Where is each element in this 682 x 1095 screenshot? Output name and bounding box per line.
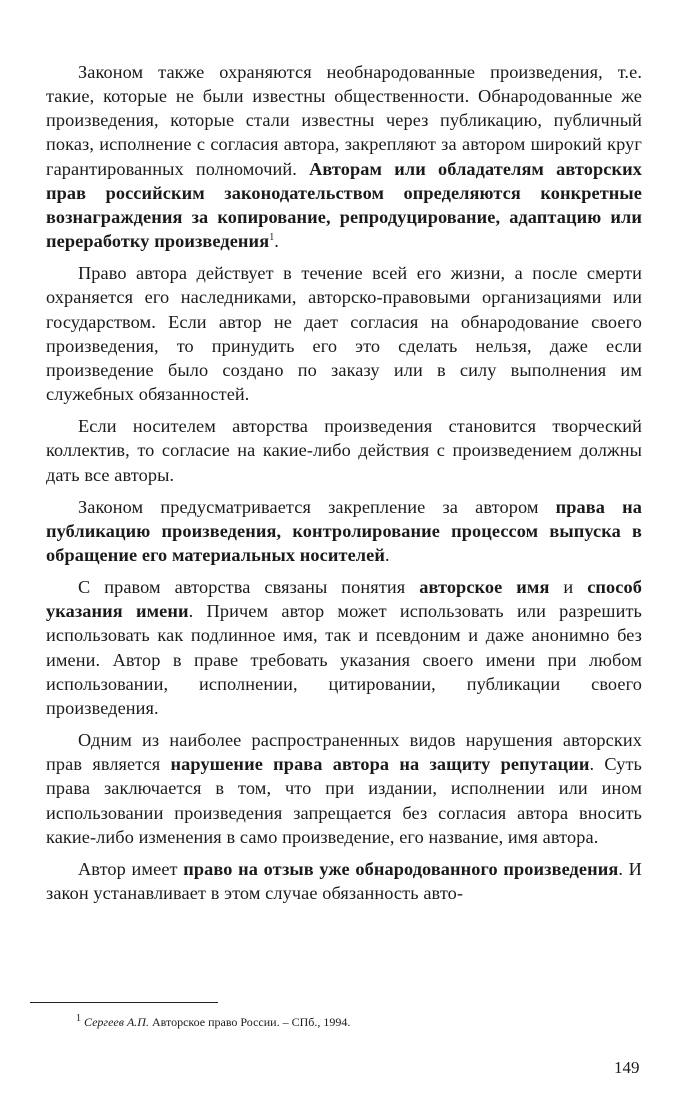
bold-text: право на отзыв уже обнародованного произведения <box>183 858 619 879</box>
text-run: Законом предусматривается закрепление за автором <box>78 496 556 517</box>
text-run: Законом также охраняются необнародованные произведения, т.е. такие, которые не были известны общественности. Обнародованные же произведения, которые стали известны через публикацию, публичный показ, исполнение с согласия автора, закрепляют за автором широкий круг гарантированных полномочий. <box>46 62 642 179</box>
text-run: Одним из наиболее распространенных видов нарушения авторских прав является <box>46 730 642 775</box>
text-run: . И закон устанавливает в этом случае обязанность авто- <box>46 858 642 903</box>
bold-text: Авторам или обладателям авторских прав российским законодательством определяются конкретные вознаграждения за копирование, репродуцирование, адаптацию или переработку произведения <box>46 158 642 252</box>
bold-text: нарушение права автора на защиту репутации <box>170 754 590 775</box>
bold-text: способ указания имени <box>46 577 642 622</box>
paragraph <box>46 575 642 720</box>
footnote-author: Сергеев А.П. <box>84 1015 149 1029</box>
bold-text: права на публикацию произведения, контролирование процессом выпуска в обращение его материальных носителей <box>46 496 642 565</box>
text-run: . Суть права заключается в том, что при издании, исполнении или ином использовании произведения запрещается без согласия автора вносить какие-либо изменения в само произведение, его название, имя автора. <box>46 754 642 847</box>
text-run: Если носителем авторства произведения становится творческий коллектив, то согласие на какие-либо действия с произведением должны дать все авторы. <box>46 416 642 485</box>
paragraph <box>46 261 642 406</box>
bold-text: авторское имя <box>419 577 550 598</box>
paragraph <box>46 60 642 253</box>
text-run: и <box>549 577 588 598</box>
footnote <box>76 1015 350 1029</box>
footnote-text: Авторское право России. – СПб., 1994. <box>148 1015 351 1029</box>
paragraph <box>46 414 642 486</box>
footnote-marker: 1 <box>76 1013 81 1024</box>
footnote-divider <box>30 1002 218 1003</box>
text-run: . Причем автор может использовать или разрешить использовать как подлинное имя, так и псевдоним и даже анонимно без имени. Автор в праве требовать указания своего имени при любом использовании, исполнении, цитировании, публикации своего произведения. <box>46 601 642 718</box>
body-text <box>46 60 642 913</box>
text-run: . <box>274 231 279 252</box>
text-run: Автор имеет <box>78 858 184 879</box>
text-run: Право автора действует в течение всей его жизни, а после смерти охраняется его наследниками, авторско-правовыми организациями или государством. Если автор не дает согласия на обнародование своего произведения, то принудить его это сделать нельзя, даже если произведение было создано по заказу или в силу выполнения им служебных обязанностей. <box>46 263 642 405</box>
page-number: 149 <box>614 1058 640 1077</box>
paragraph <box>46 857 642 905</box>
paragraph <box>46 495 642 567</box>
text-run: . <box>385 544 390 565</box>
footnote-reference: 1 <box>269 232 275 243</box>
paragraph <box>46 728 642 849</box>
text-run: С правом авторства связаны понятия <box>78 577 420 598</box>
